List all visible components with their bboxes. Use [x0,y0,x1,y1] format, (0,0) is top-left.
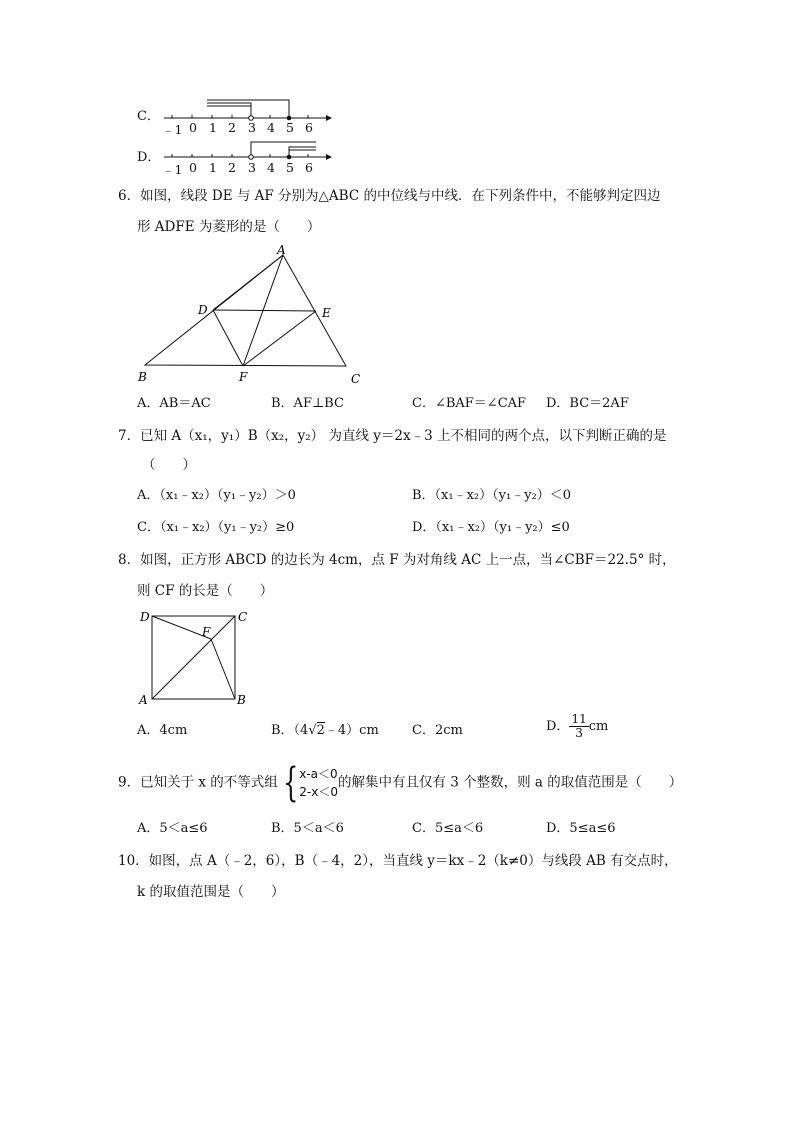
q8-option-d-fraction: $\frac{11}{3}$ [571,712,587,740]
q5-option-d-label: D． [137,150,161,165]
q7-stem-line2: （ ） [142,457,196,473]
q6-triangle-figure [133,240,368,390]
q6-label-d: D [198,303,208,317]
q8-label-d: D [140,610,150,624]
q9-stem: 9．已知关于 x 的不等式组 { x-a＜0 2-x＜0 的解集中有且仅有 3 个整数，则 a 的取值范围是（ ） [118,760,683,806]
q8-option-a[interactable]: A．4cm [137,723,188,738]
q8-label-b: B [237,693,246,707]
q7-option-a[interactable]: A．（x₁﹣x₂）（y₁﹣y₂）＞0 [137,488,296,503]
q10-stem-line2: k 的取值范围是（ ） [137,884,285,900]
q6-label-b: B [138,370,147,384]
q8-option-c[interactable]: C．2cm [412,723,463,738]
q6-option-c[interactable]: C．∠BAF＝∠CAF [412,396,527,411]
q7-option-d[interactable]: D．（x₁﹣x₂）（y₁﹣y₂）≤0 [412,520,570,535]
q8-stem-line1: 8．如图，正方形 ABCD 的边长为 4cm，点 F 为对角线 AC 上一点，当∠CBF＝22.5° 时， [118,552,676,568]
q9-inequality-system: x-a＜0 2-x＜0 [299,767,338,799]
q6-stem-line1: 6．如图，线段 DE 与 AF 分别为△ABC 的中位线与中线．在下列条件中，不能够判定四边 [118,188,661,204]
q6-label-e: E [322,306,331,320]
q6-label-c: C [351,372,361,386]
q6-stem-line2: 形 ADFE 为菱形的是（ ） [137,219,321,235]
q9-option-b[interactable]: B．5＜a＜6 [271,821,344,836]
q6-option-d[interactable]: D．BC＝2AF [546,396,629,411]
q6-label-a: A [277,243,286,257]
q9-option-a[interactable]: A．5＜a≤6 [137,821,208,836]
q5-option-c-label: C． [137,109,160,124]
q6-option-b[interactable]: B．AF⊥BC [271,396,344,411]
q8-option-b-radicand: 2 [316,723,325,738]
q8-option-b[interactable]: B．（4√2﹣4）cm [271,723,379,738]
q6-option-a[interactable]: A．AB＝AC [137,396,211,411]
q8-label-f: F [202,625,211,639]
q9-option-d[interactable]: D．5≤a≤6 [546,821,616,836]
q6-label-f: F [239,370,248,384]
q8-square-figure [134,604,254,710]
q7-stem-line1: 7．已知 A（x₁，y₁）B（x₂，y₂） 为直线 y＝2x﹣3 上不相同的两个点，以下判断正确的是 [118,428,667,444]
q8-label-c: C [238,610,248,624]
q8-stem-line2: 则 CF 的长是（ ） [137,583,274,599]
q9-brace: { [282,760,299,806]
q8-option-d[interactable]: D． $\frac{11}{3}$ cm [546,712,609,740]
q8-label-a: A [139,693,148,707]
q7-option-c[interactable]: C．（x₁﹣x₂）（y₁﹣y₂）≥0 [137,520,295,535]
q9-option-c[interactable]: C．5≤a＜6 [412,821,484,836]
q7-option-b[interactable]: B．（x₁﹣x₂）（y₁﹣y₂）＜0 [412,488,572,503]
q10-stem-line1: 10．如图，点 A（﹣2，6），B（﹣4，2），当直线 y＝kx﹣2（k≠0）与线段 AB 有交点时， [118,853,678,869]
